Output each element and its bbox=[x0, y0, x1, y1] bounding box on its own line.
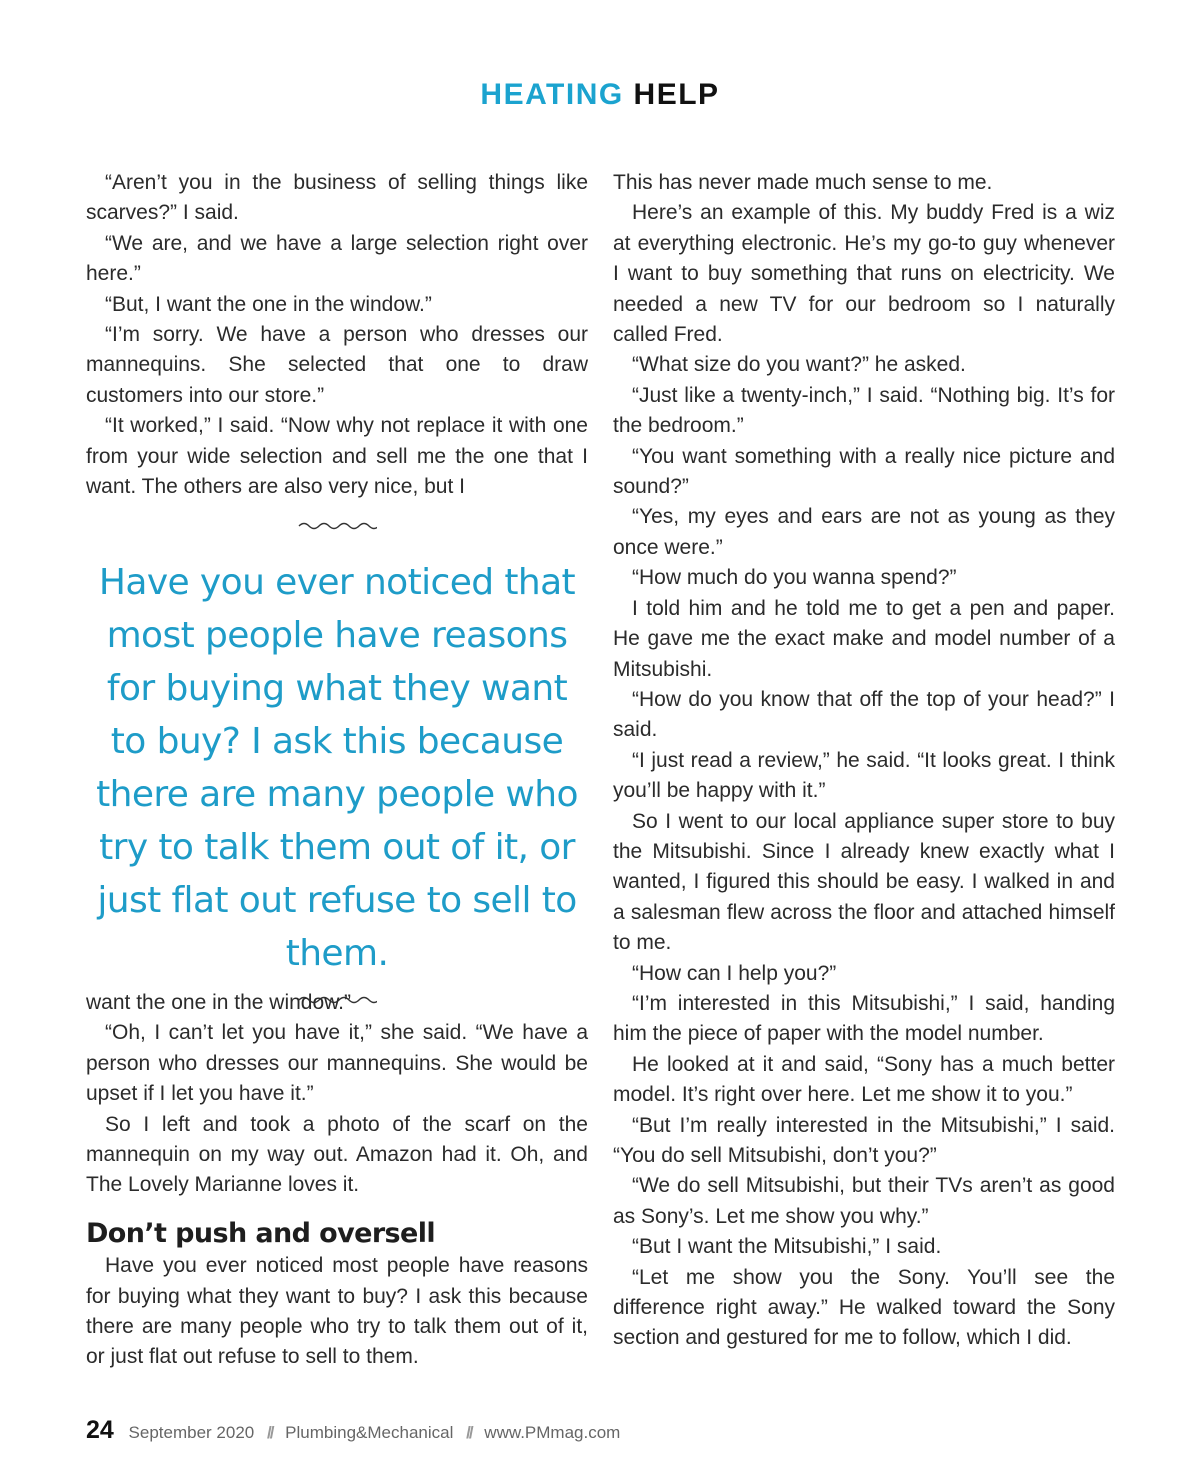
subheading: Don’t push and oversell bbox=[86, 1217, 436, 1249]
header-word-help: HELP bbox=[633, 78, 720, 111]
paragraph: “Oh, I can’t let you have it,” she said. “We have a person who dresses our mannequins. She would be upset if I let you have it.” bbox=[86, 1021, 588, 1106]
paragraph: “Aren’t you in the business of selling things like scarves?” I said. bbox=[86, 171, 588, 225]
paragraph: “What size do you want?” he asked. bbox=[632, 353, 966, 377]
paragraph: This has never made much sense to me. bbox=[613, 171, 993, 194]
paragraph: “How much do you wanna spend?” bbox=[632, 566, 957, 590]
paragraph: “I’m interested in this Mitsubishi,” I said, handing him the piece of paper with the model number. bbox=[613, 991, 1115, 1046]
paragraph: “But I’m really interested in the Mitsubishi,” I said. “You do sell Mitsubishi, don’t you?” bbox=[613, 1113, 1115, 1167]
paragraph: “Let me show you the Sony. You’ll see the difference right away.” He walked toward the Sony section and gestured for me to follow, which I did. bbox=[613, 1265, 1115, 1350]
paragraph: “Yes, my eyes and ears are not as young as they once were.” bbox=[613, 505, 1115, 559]
right-column bbox=[613, 168, 1115, 1354]
paragraph: “How do you know that off the top of your head?” I said. bbox=[613, 687, 1115, 742]
paragraph: “Just like a twenty-inch,” I said. “Nothing big. It’s for the bedroom.” bbox=[613, 383, 1115, 438]
paragraph: “We are, and we have a large selection right over here.” bbox=[86, 231, 588, 286]
paragraph: “But I want the Mitsubishi,” I said. bbox=[632, 1235, 942, 1259]
pull-quote bbox=[86, 520, 588, 1006]
squiggle-divider-top bbox=[297, 520, 377, 532]
paragraph: So I left and took a photo of the scarf on the mannequin on my way out. Amazon had it. Oh, and The Lovely Marianne loves it. bbox=[86, 1112, 588, 1197]
paragraph: “We do sell Mitsubishi, but their TVs aren’t as good as Sony’s. Let me show you why.” bbox=[613, 1174, 1115, 1228]
paragraph: “You want something with a really nice picture and sound?” bbox=[613, 444, 1115, 499]
left-column-bottom bbox=[86, 988, 588, 1373]
paragraph: “I’m sorry. We have a person who dresses our mannequins. She selected that one to draw customers into our store.” bbox=[86, 323, 588, 407]
paragraph: “How can I help you?” bbox=[632, 961, 837, 985]
paragraph: So I went to our local appliance super store to buy the Mitsubishi. Since I already knew exactly what I wanted, I figured this should be easy. I walked in and a salesman flew across the floor and attached himself to me. bbox=[613, 809, 1115, 955]
footer-separator: // bbox=[266, 1423, 273, 1442]
header-word-heating: HEATING bbox=[480, 78, 624, 111]
paragraph: “It worked,” I said. “Now why not replace it with one from your wide selection and sell me the one that I want. The others are also very nice, but I bbox=[86, 414, 588, 499]
page-footer bbox=[86, 1416, 620, 1445]
paragraph: Here’s an example of this. My buddy Fred is a wiz at everything electronic. He’s my go-to guy whenever I want to buy something that runs on electricity. We needed a new TV for our bedroom so I naturally called Fred. bbox=[613, 201, 1115, 347]
section-header bbox=[0, 78, 1200, 112]
magazine-url: www.PMmag.com bbox=[484, 1423, 621, 1442]
magazine-name: Plumbing&Mechanical bbox=[285, 1423, 454, 1442]
paragraph: “I just read a review,” he said. “It looks great. I think you’ll be happy with it.” bbox=[613, 748, 1115, 803]
paragraph: Have you ever noticed most people have reasons for buying what they want to buy? I ask this because there are many people who try to talk them out of it, or just flat out refuse to sell to them. bbox=[86, 1254, 588, 1369]
page-number: 24 bbox=[86, 1416, 114, 1444]
paragraph: I told him and he told me to get a pen and paper. He gave me the exact make and model number of a Mitsubishi. bbox=[613, 596, 1115, 681]
issue-date: September 2020 bbox=[128, 1423, 255, 1442]
paragraph: “But, I want the one in the window.” bbox=[105, 292, 432, 316]
paragraph: want the one in the window.” bbox=[86, 991, 352, 1014]
paragraph: He looked at it and said, “Sony has a much better model. It’s right over here. Let me show it to you.” bbox=[613, 1052, 1115, 1107]
pull-quote-text: Have you ever noticed that most people have reasons for buying what they want to buy? I ask this because there are many people who try to talk them out of it, or just flat out refuse to sell to them. bbox=[96, 562, 578, 974]
left-column-top bbox=[86, 168, 588, 502]
footer-separator: // bbox=[466, 1423, 472, 1442]
